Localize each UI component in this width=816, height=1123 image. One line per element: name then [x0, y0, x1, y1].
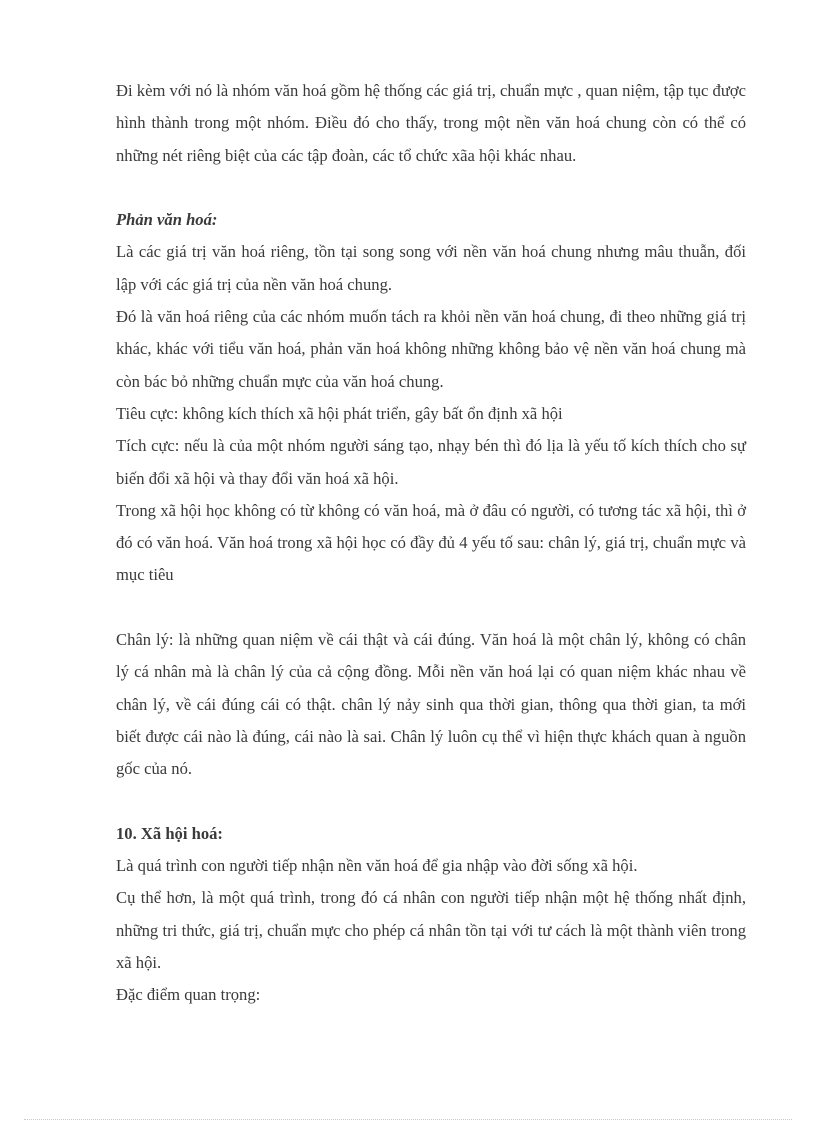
counterculture-heading: Phản văn hoá:: [116, 210, 218, 230]
socialization-definition: Là quá trình con người tiếp nhận nền văn hoá để gia nhập vào đời sống xã hội.: [116, 856, 638, 876]
counterculture-definition: Là các giá trị văn hoá riêng, tồn tại song song với nền văn hoá chung nhưng mâu thuẫn, đối lập với các giá trị của nền văn hoá chung.: [116, 242, 746, 294]
culture-elements-paragraph: Trong xã hội học không có từ không có văn hoá, mà ở đâu có người, có tương tác xã hội, thì ở đó có văn hoá. Văn hoá trong xã hội học có đầy đủ 4 yếu tố sau: chân lý, giá trị, chuẩn mực và mục tiêu: [116, 500, 746, 585]
socialization-features-label: Đặc điểm quan trọng:: [116, 985, 261, 1005]
socialization-detail: Cụ thể hơn, là một quá trình, trong đó cá nhân con người tiếp nhận một hệ thống nhất định, những tri thức, giá trị, chuẩn mực cho phép cá nhân tồn tại với tư cách là một thành viên trong xã hội.: [116, 888, 746, 973]
page-bottom-divider: [24, 1119, 792, 1120]
counterculture-positive: Tích cực: nếu là của một nhóm người sáng tạo, nhạy bén thì đó lịa là yếu tố kích thích cho sự biến đổi xã hội và thay đổi văn hoá xã hội.: [116, 436, 746, 488]
truth-paragraph: Chân lý: là những quan niệm về cái thật và cái đúng. Văn hoá là một chân lý, không có chân lý cá nhân mà là chân lý của cả cộng đồng. Mỗi nền văn hoá lại có quan niệm khác nhau về chân lý, về cái đúng cái có thật. chân lý nảy sinh qua thời gian, thông qua thời gian, ta mới biết được cái nào là đúng, cái nào là sai. Chân lý luôn cụ thể vì hiện thực khách quan à nguồn gốc của nó.: [116, 630, 746, 779]
counterculture-negative: Tiêu cực: không kích thích xã hội phát triển, gây bất ổn định xã hội: [116, 403, 563, 423]
spacer: [116, 786, 746, 818]
counterculture-description: Đó là văn hoá riêng của các nhóm muốn tách ra khỏi nền văn hoá chung, đi theo những giá trị khác, khác với tiểu văn hoá, phản văn hoá không những không bảo vệ nền văn hoá chung mà còn bác bỏ những chuẩn mực của văn hoá chung.: [116, 307, 746, 391]
intro-paragraph: Đi kèm với nó là nhóm văn hoá gồm hệ thống các giá trị, chuẩn mực , quan niệm, tập tục được hình thành trong một nhóm. Điều đó cho thấy, trong một nền văn hoá chung còn có thể có những nét riêng biệt của các tập đoàn, các tổ chức xãa hội khác nhau.: [116, 81, 746, 165]
spacer: [116, 592, 746, 624]
spacer: [116, 172, 746, 204]
document-body: [116, 75, 746, 1012]
socialization-heading: 10. Xã hội hoá:: [116, 823, 223, 843]
